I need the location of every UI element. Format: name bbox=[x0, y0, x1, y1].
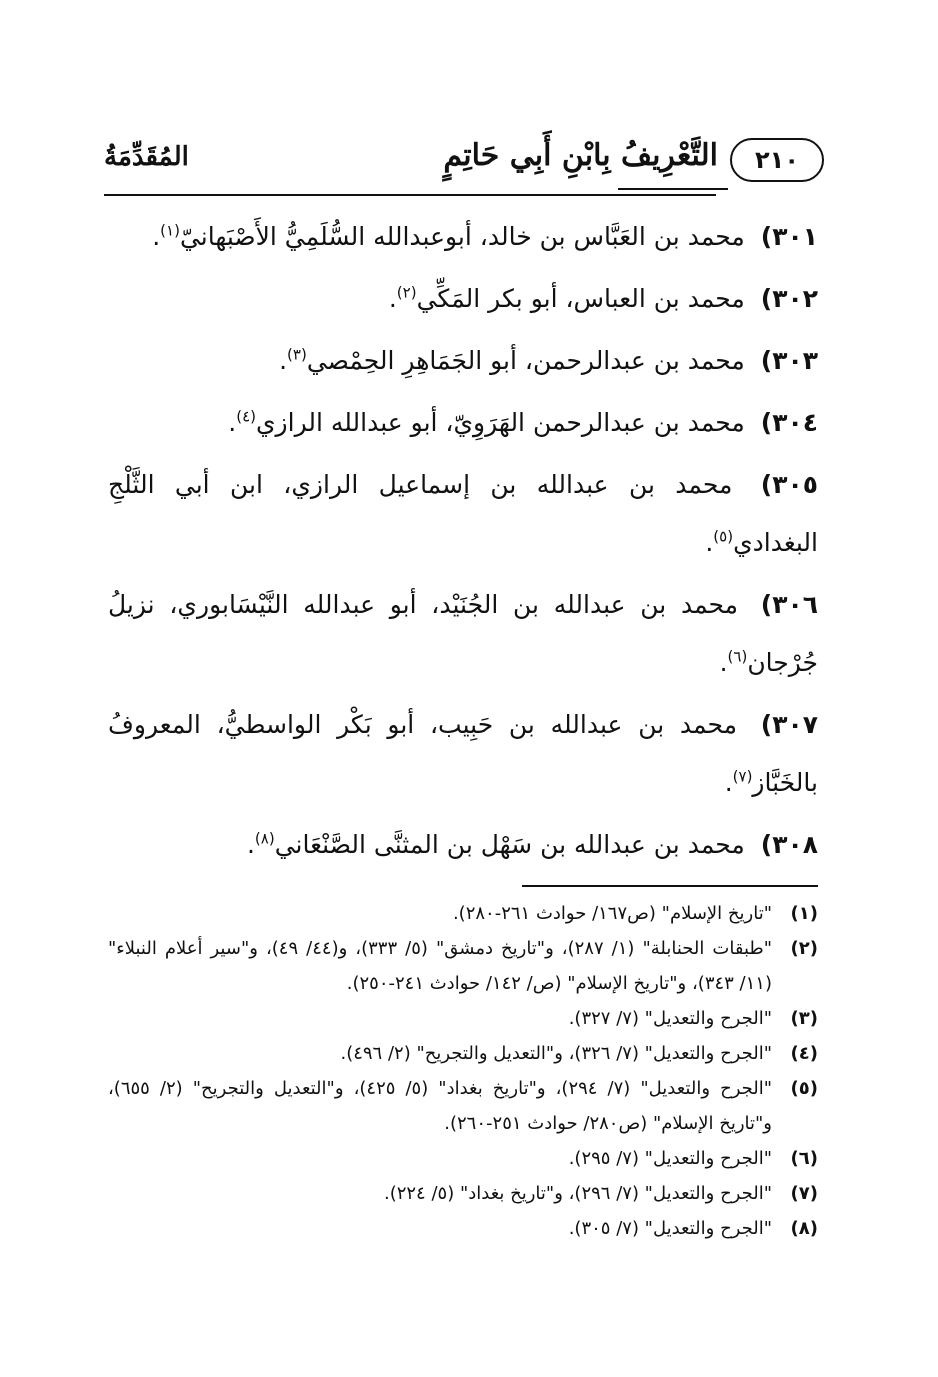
footnote-ref: (٥) bbox=[713, 527, 734, 546]
page-number-text: ٢١٠ bbox=[755, 146, 799, 174]
entry-end: . bbox=[152, 222, 161, 251]
footnote-text: "تاريخ الإسلام" (ص١٦٧/ حوادث ٢٦١-٢٨٠). bbox=[452, 903, 772, 924]
footnote-ref: (١) bbox=[160, 221, 180, 240]
footnote-number: (٥) bbox=[790, 1078, 818, 1099]
entry-number: ٣٠٣) bbox=[760, 346, 818, 375]
entry-number: ٣٠٨) bbox=[760, 830, 818, 859]
footnote-8 bbox=[108, 1211, 818, 1246]
entry-end: . bbox=[705, 528, 714, 557]
entries-list bbox=[108, 208, 818, 874]
footnote-ref: (٧) bbox=[732, 767, 753, 786]
footnote-number: (٧) bbox=[790, 1183, 818, 1204]
footnote-5 bbox=[108, 1071, 818, 1141]
footnote-text: "الجرح والتعديل" (٧/ ٣٢٧). bbox=[568, 1008, 772, 1029]
footnote-ref: (٨) bbox=[254, 829, 275, 848]
footnote-7 bbox=[108, 1176, 818, 1211]
page-number bbox=[730, 138, 824, 182]
footnote-2 bbox=[108, 931, 818, 1001]
entry-text: محمد بن عبدالرحمن الهَرَوِيّ، أبو عبدالله الرازي bbox=[255, 408, 745, 437]
entry-number: ٣٠٢) bbox=[760, 284, 818, 313]
entry-number: ٣٠٥) bbox=[760, 470, 818, 499]
footnote-separator bbox=[522, 885, 818, 887]
entry-end: . bbox=[719, 648, 728, 677]
entry-text: محمد بن عبدالله بن الجُنَيْد، أبو عبدالله النَّيْسَابوري، نزيلُ جُرْجان bbox=[108, 590, 818, 677]
footnote-1 bbox=[108, 896, 818, 931]
footnote-number: (٣) bbox=[790, 1008, 818, 1029]
entry-text: محمد بن عبدالله بن سَهْل بن المثنَّى الصَّنْعَاني bbox=[274, 830, 745, 859]
entry-end: . bbox=[228, 408, 237, 437]
entry-end: . bbox=[246, 830, 255, 859]
section-title: المُقَدِّمَةُ bbox=[104, 142, 189, 172]
entry-end: . bbox=[388, 284, 397, 313]
footnote-text: "الجرح والتعديل" (٧/ ٣٠٥). bbox=[568, 1218, 772, 1239]
header-rule bbox=[104, 194, 716, 196]
footnote-number: (١) bbox=[790, 903, 818, 924]
entry-text: محمد بن عبدالله بن حَبِيب، أبو بَكْر الواسطيُّ، المعروفُ بالخَبَّاز bbox=[108, 710, 818, 797]
footnote-text: "الجرح والتعديل" (٧/ ٢٩٦)، و"تاريخ بغداد" (٥/ ٢٢٤). bbox=[383, 1183, 772, 1204]
footnote-text: "طبقات الحنابلة" (١/ ٢٨٧)، و"تاريخ دمشق" (٥/ ٣٣٣)، و(٤٤/ ٤٩)، و"سير أعلام النبلاء" (١١/ ٣٤٣)، و"تاريخ الإسلام" (ص/ ١٤٢/ حوادث ٢٤١-٢٥٠). bbox=[108, 938, 772, 994]
footnote-4 bbox=[108, 1036, 818, 1071]
page-header bbox=[104, 128, 824, 198]
footnote-text: "الجرح والتعديل" (٧/ ٢٩٥). bbox=[568, 1148, 772, 1169]
entry-303 bbox=[108, 332, 818, 390]
footnote-number: (٦) bbox=[790, 1148, 818, 1169]
footnote-text: "الجرح والتعديل" (٧/ ٢٩٤)، و"تاريخ بغداد" (٥/ ٤٢٥)، و"التعديل والتجريح" (٢/ ٦٥٥)، و"تاريخ الإسلام" (ص٢٨٠/ حوادث ٢٥١-٢٦٠). bbox=[108, 1078, 773, 1134]
entry-number: ٣٠٧) bbox=[760, 710, 818, 739]
footnote-text: "الجرح والتعديل" (٧/ ٣٢٦)، و"التعديل والتجريح" (٢/ ٤٩٦). bbox=[340, 1043, 772, 1064]
entry-number: ٣٠٦) bbox=[760, 590, 818, 619]
entry-text: محمد بن العَبَّاس بن خالد، أبوعبدالله السُّلَمِيُّ الأَصْبَهانيّ bbox=[179, 222, 745, 251]
entry-302 bbox=[108, 270, 818, 328]
entry-number: ٣٠٤) bbox=[760, 408, 818, 437]
entry-306 bbox=[108, 576, 818, 692]
entry-text: محمد بن عبدالله بن إسماعيل الرازي، ابن أبي الثَّلْجِ البغدادي bbox=[108, 470, 818, 557]
footnote-ref: (٢) bbox=[396, 283, 417, 302]
entry-304 bbox=[108, 394, 818, 452]
title-underline bbox=[618, 188, 728, 190]
footnote-ref: (٣) bbox=[287, 345, 307, 364]
footnotes-list bbox=[108, 896, 818, 1246]
entry-end: . bbox=[724, 768, 733, 797]
entry-text: محمد بن العباس، أبو بكر المَكِّي bbox=[416, 284, 745, 313]
footnote-number: (٢) bbox=[790, 938, 818, 959]
footnote-number: (٤) bbox=[790, 1043, 818, 1064]
footnote-3 bbox=[108, 1001, 818, 1036]
footnote-6 bbox=[108, 1141, 818, 1176]
entry-305 bbox=[108, 456, 818, 572]
entry-end: . bbox=[279, 346, 288, 375]
entry-text: محمد بن عبدالرحمن، أبو الجَمَاهِرِ الحِمْصي bbox=[306, 346, 745, 375]
entry-number: ٣٠١) bbox=[760, 222, 818, 251]
footnote-number: (٨) bbox=[790, 1218, 818, 1239]
footnote-ref: (٤) bbox=[236, 407, 256, 426]
footnote-ref: (٦) bbox=[727, 647, 748, 666]
entry-307 bbox=[108, 696, 818, 812]
entry-301 bbox=[108, 208, 818, 266]
book-title: التَّعْرِيفُ بِابْنِ أَبِي حَاتِمٍ bbox=[443, 138, 718, 173]
entry-308 bbox=[108, 816, 818, 874]
